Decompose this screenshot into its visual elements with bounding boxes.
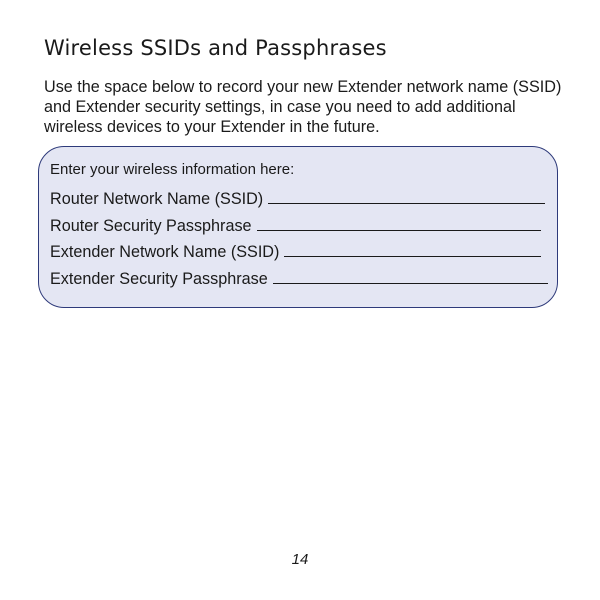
field-router-passphrase — [50, 216, 541, 236]
field-label: Router Network Name (SSID) — [50, 190, 264, 208]
field-label: Extender Network Name (SSID) — [50, 243, 280, 261]
router-ssid-blank — [268, 189, 545, 204]
page-number: 14 — [291, 551, 309, 568]
page-title: Wireless SSIDs and Passphrases — [44, 36, 387, 60]
field-router-ssid — [50, 189, 545, 209]
intro-paragraph: Use the space below to record your new Extender network name (SSID) and Extender security settings, in case you need to add additional wireless devices to your Extender in the future. — [44, 78, 562, 136]
router-passphrase-blank — [257, 216, 541, 231]
field-label: Extender Security Passphrase — [50, 270, 268, 288]
field-extender-passphrase — [50, 269, 548, 289]
wireless-info-box — [38, 146, 558, 308]
field-label: Router Security Passphrase — [50, 217, 252, 235]
extender-ssid-blank — [284, 242, 541, 257]
info-box-heading: Enter your wireless information here: — [50, 161, 295, 178]
field-extender-ssid — [50, 242, 541, 262]
extender-passphrase-blank — [273, 269, 548, 284]
